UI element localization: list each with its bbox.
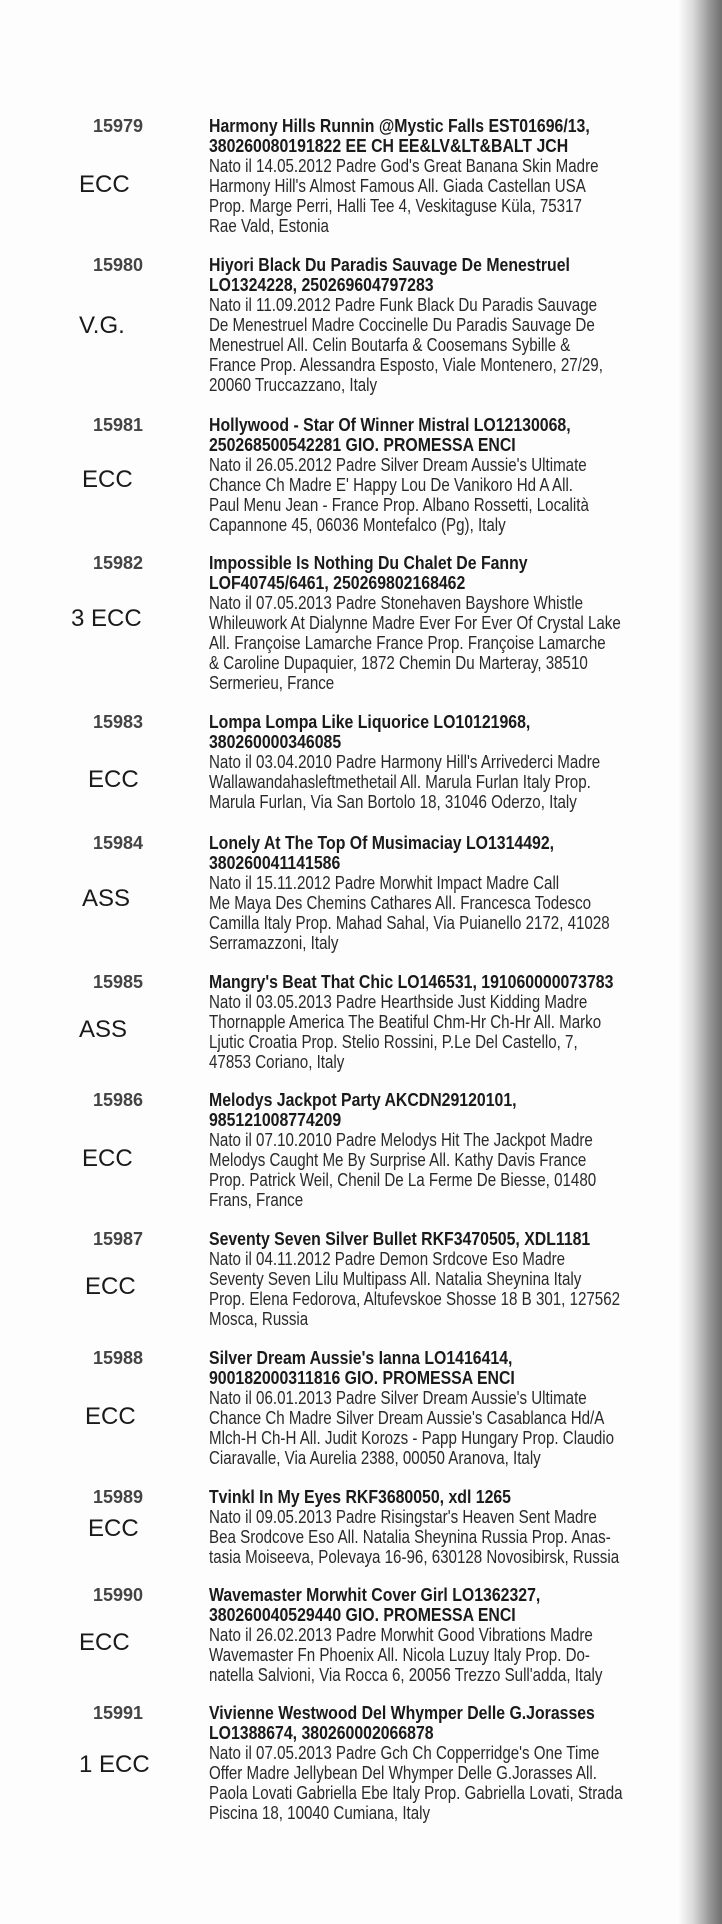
body-line: Mosca, Russia	[209, 1309, 309, 1329]
title-line: 900182000311816 GIO. PROMESSA ENCI	[209, 1368, 515, 1388]
title-line: Harmony Hills Runnin @Mystic Falls EST01696/13,	[209, 116, 590, 136]
dog-details	[209, 873, 677, 953]
body-line: Nato il 04.11.2012 Padre Demon Srdcove Eso Madre	[209, 1249, 566, 1269]
body-line: Ciaravalle, Via Aurelia 2388, 00050 Aranova, Italy	[209, 1448, 541, 1468]
body-line: Wavemaster Fn Phoenix All. Nicola Luzuy Italy Prop. Do-	[209, 1645, 590, 1665]
body-line: Frans, France	[209, 1190, 304, 1210]
body-line: Wallawandahasleftmethetail All. Marula Furlan Italy Prop.	[209, 772, 591, 792]
body-line: Nato il 06.01.2013 Padre Silver Dream Aussie's Ultimate	[209, 1388, 587, 1408]
entry-grade: ECC	[79, 1629, 130, 1656]
title-line: LOF40745/6461, 250269802168462	[209, 573, 466, 593]
dog-details	[209, 156, 677, 236]
dog-details	[209, 1249, 677, 1329]
title-line: Hiyori Black Du Paradis Sauvage De Menestruel	[209, 255, 570, 275]
body-line: 20060 Truccazzano, Italy	[209, 375, 378, 395]
dog-title	[209, 1348, 677, 1388]
page-binding-shadow	[678, 0, 722, 1924]
entry-grade: 3 ECC	[71, 605, 142, 632]
entry-grade: ECC	[82, 466, 133, 493]
dog-details	[209, 455, 677, 535]
dog-details	[209, 593, 677, 693]
entry-grade: ECC	[82, 1145, 133, 1172]
body-line: Nato il 26.05.2012 Padre Silver Dream Aussie's Ultimate	[209, 455, 587, 475]
entry-number: 15990	[93, 1585, 144, 1605]
body-line: Prop. Marge Perri, Halli Tee 4, Veskitaguse Küla, 75317	[209, 196, 582, 216]
body-line: Menestruel All. Celin Boutarfa & Coosemans Sybille &	[209, 335, 571, 355]
title-line: Tvinkl In My Eyes RKF3680050, xdl 1265	[209, 1487, 512, 1507]
dog-title	[209, 1487, 677, 1507]
body-line: natella Salvioni, Via Rocca 6, 20056 Trezzo Sull'adda, Italy	[209, 1665, 603, 1685]
entry-text	[209, 116, 677, 236]
body-line: Nato il 14.05.2012 Padre God's Great Banana Skin Madre	[209, 156, 599, 176]
body-line: Piscina 18, 10040 Cumiana, Italy	[209, 1803, 431, 1823]
entry-text	[209, 1487, 677, 1567]
body-line: All. Françoise Lamarche France Prop. Françoise Lamarche	[209, 633, 606, 653]
title-line: 985121008774209	[209, 1110, 342, 1130]
body-line: Nato il 07.10.2010 Padre Melodys Hit The Jackpot Madre	[209, 1130, 593, 1150]
dog-details	[209, 1130, 677, 1210]
body-line: Thornapple America The Beatiful Chm-Hr Ch-Hr All. Marko	[209, 1012, 602, 1032]
body-line: Sermerieu, France	[209, 673, 335, 693]
body-line: Chance Ch Madre E' Happy Lou De Vanikoro Hd A All.	[209, 475, 574, 495]
body-line: Nato il 15.11.2012 Padre Morwhit Impact Madre Call	[209, 873, 560, 893]
title-line: 250268500542281 GIO. PROMESSA ENCI	[209, 435, 516, 455]
dog-title	[209, 1090, 677, 1130]
entry-number: 15982	[93, 553, 144, 573]
dog-title	[209, 415, 677, 455]
title-line: LO1388674, 380260002066878	[209, 1723, 434, 1743]
entry-text	[209, 1703, 677, 1823]
dog-title	[209, 712, 677, 752]
entry-number: 15985	[93, 972, 144, 992]
entry-number: 15979	[93, 116, 144, 136]
body-line: Nato il 26.02.2013 Padre Morwhit Good Vibrations Madre	[209, 1625, 593, 1645]
title-line: 380260080191822 EE CH EE&LV&LT&BALT JCH	[209, 136, 569, 156]
body-line: Paola Lovati Gabriella Ebe Italy Prop. Gabriella Lovati, Strada	[209, 1783, 623, 1803]
entry-number: 15987	[93, 1229, 144, 1249]
title-line: Mangry's Beat That Chic LO146531, 191060000073783	[209, 972, 614, 992]
entry-number: 15980	[93, 255, 144, 275]
entry-number: 15989	[93, 1487, 144, 1507]
title-line: Seventy Seven Silver Bullet RKF3470505, XDL1181	[209, 1229, 591, 1249]
entry-number: 15984	[93, 833, 144, 853]
dog-title	[209, 972, 677, 992]
title-line: Melodys Jackpot Party AKCDN29120101,	[209, 1090, 517, 1110]
body-line: Nato il 07.05.2013 Padre Stonehaven Bayshore Whistle	[209, 593, 584, 613]
dog-title	[209, 255, 677, 295]
title-line: 380260000346085	[209, 732, 342, 752]
body-line: De Menestruel Madre Coccinelle Du Paradis Sauvage De	[209, 315, 595, 335]
body-line: Nato il 07.05.2013 Padre Gch Ch Copperridge's One Time	[209, 1743, 600, 1763]
body-line: Mlch-H Ch-H All. Judit Korozs - Papp Hungary Prop. Claudio	[209, 1428, 615, 1448]
body-line: tasia Moiseeva, Polevaya 16-96, 630128 Novosibirsk, Russia	[209, 1547, 620, 1567]
body-line: France Prop. Alessandra Esposto, Viale Montenero, 27/29,	[209, 355, 603, 375]
dog-title	[209, 1229, 677, 1249]
body-line: Prop. Patrick Weil, Chenil De La Ferme De Biesse, 01480	[209, 1170, 597, 1190]
title-line: 380260040529440 GIO. PROMESSA ENCI	[209, 1605, 516, 1625]
body-line: Marula Furlan, Via San Bortolo 18, 31046 Oderzo, Italy	[209, 792, 577, 812]
title-line: 380260041141586	[209, 853, 341, 873]
body-line: Me Maya Des Chemins Cathares All. Francesca Todesco	[209, 893, 592, 913]
body-line: Whileuwork At Dialynne Madre Ever For Ever Of Crystal Lake	[209, 613, 621, 633]
body-line: Harmony Hill's Almost Famous All. Giada Castellan USA	[209, 176, 586, 196]
entry-grade: ECC	[79, 171, 130, 198]
body-line: 47853 Coriano, Italy	[209, 1052, 345, 1072]
title-line: Lompa Lompa Like Liquorice LO10121968,	[209, 712, 531, 732]
body-line: Rae Vald, Estonia	[209, 216, 329, 236]
body-line: Melodys Caught Me By Surprise All. Kathy Davis France	[209, 1150, 587, 1170]
entry-text	[209, 415, 677, 535]
body-line: Offer Madre Jellybean Del Whymper Delle G.Jorasses All.	[209, 1763, 597, 1783]
entry-grade: V.G.	[79, 312, 125, 339]
dog-details	[209, 295, 677, 395]
body-line: Nato il 09.05.2013 Padre Risingstar's Heaven Sent Madre	[209, 1507, 597, 1527]
dog-details	[209, 1388, 677, 1468]
dog-details	[209, 752, 677, 812]
body-line: Serramazzoni, Italy	[209, 933, 339, 953]
body-line: Chance Ch Madre Silver Dream Aussie's Casablanca Hd/A	[209, 1408, 605, 1428]
body-line: Nato il 03.04.2010 Padre Harmony Hill's Arrivederci Madre	[209, 752, 601, 772]
entry-text	[209, 972, 677, 1072]
entry-grade: ASS	[79, 1016, 128, 1043]
title-line: Vivienne Westwood Del Whymper Delle G.Jorasses	[209, 1703, 595, 1723]
dog-title	[209, 833, 677, 873]
body-line: Nato il 11.09.2012 Padre Funk Black Du Paradis Sauvage	[209, 295, 598, 315]
body-line: Ljutic Croatia Prop. Stelio Rossini, P.Le Del Castello, 7,	[209, 1032, 578, 1052]
title-line: Hollywood - Star Of Winner Mistral LO12130068,	[209, 415, 571, 435]
body-line: Capannone 45, 06036 Montefalco (Pg), Italy	[209, 515, 506, 535]
body-line: & Caroline Dupaquier, 1872 Chemin Du Marteray, 38510	[209, 653, 588, 673]
entry-number: 15988	[93, 1348, 144, 1368]
entry-number: 15986	[93, 1090, 144, 1110]
title-line: LO1324228, 250269604797283	[209, 275, 434, 295]
dog-title	[209, 116, 677, 156]
dog-details	[209, 1625, 677, 1685]
entry-text	[209, 1348, 677, 1468]
title-line: Wavemaster Morwhit Cover Girl LO1362327,	[209, 1585, 541, 1605]
title-line: Lonely At The Top Of Musimaciay LO1314492,	[209, 833, 555, 853]
dog-details	[209, 992, 677, 1072]
body-line: Camilla Italy Prop. Mahad Sahal, Via Puianello 2172, 41028	[209, 913, 610, 933]
entry-number: 15981	[93, 415, 144, 435]
body-line: Prop. Elena Fedorova, Altufevskoe Shosse 18 B 301, 127562	[209, 1289, 621, 1309]
entry-grade: ECC	[85, 1403, 136, 1430]
body-line: Nato il 03.05.2013 Padre Hearthside Just Kidding Madre	[209, 992, 588, 1012]
entry-number: 15991	[93, 1703, 144, 1723]
title-line: Silver Dream Aussie's Ianna LO1416414,	[209, 1348, 513, 1368]
dog-details	[209, 1507, 677, 1567]
entry-text	[209, 255, 677, 395]
title-line: Impossible Is Nothing Du Chalet De Fanny	[209, 553, 528, 573]
entry-grade: ECC	[85, 1273, 136, 1300]
entry-number: 15983	[93, 712, 144, 732]
entry-grade: ASS	[82, 885, 131, 912]
entry-grade: 1 ECC	[79, 1751, 150, 1778]
entry-text	[209, 1229, 677, 1329]
entry-text	[209, 1585, 677, 1685]
body-line: Bea Srodcove Eso All. Natalia Sheynina Russia Prop. Anas-	[209, 1527, 611, 1547]
dog-title	[209, 553, 677, 593]
dog-title	[209, 1585, 677, 1625]
entry-text	[209, 1090, 677, 1210]
entry-text	[209, 712, 677, 812]
body-line: Seventy Seven Lilu Multipass All. Natalia Sheynina Italy	[209, 1269, 582, 1289]
entry-grade: ECC	[88, 1515, 139, 1542]
body-line: Paul Menu Jean - France Prop. Albano Rossetti, Località	[209, 495, 589, 515]
dog-details	[209, 1743, 677, 1823]
entry-text	[209, 553, 677, 693]
entry-grade: ECC	[88, 766, 139, 793]
dog-title	[209, 1703, 677, 1743]
entry-text	[209, 833, 677, 953]
